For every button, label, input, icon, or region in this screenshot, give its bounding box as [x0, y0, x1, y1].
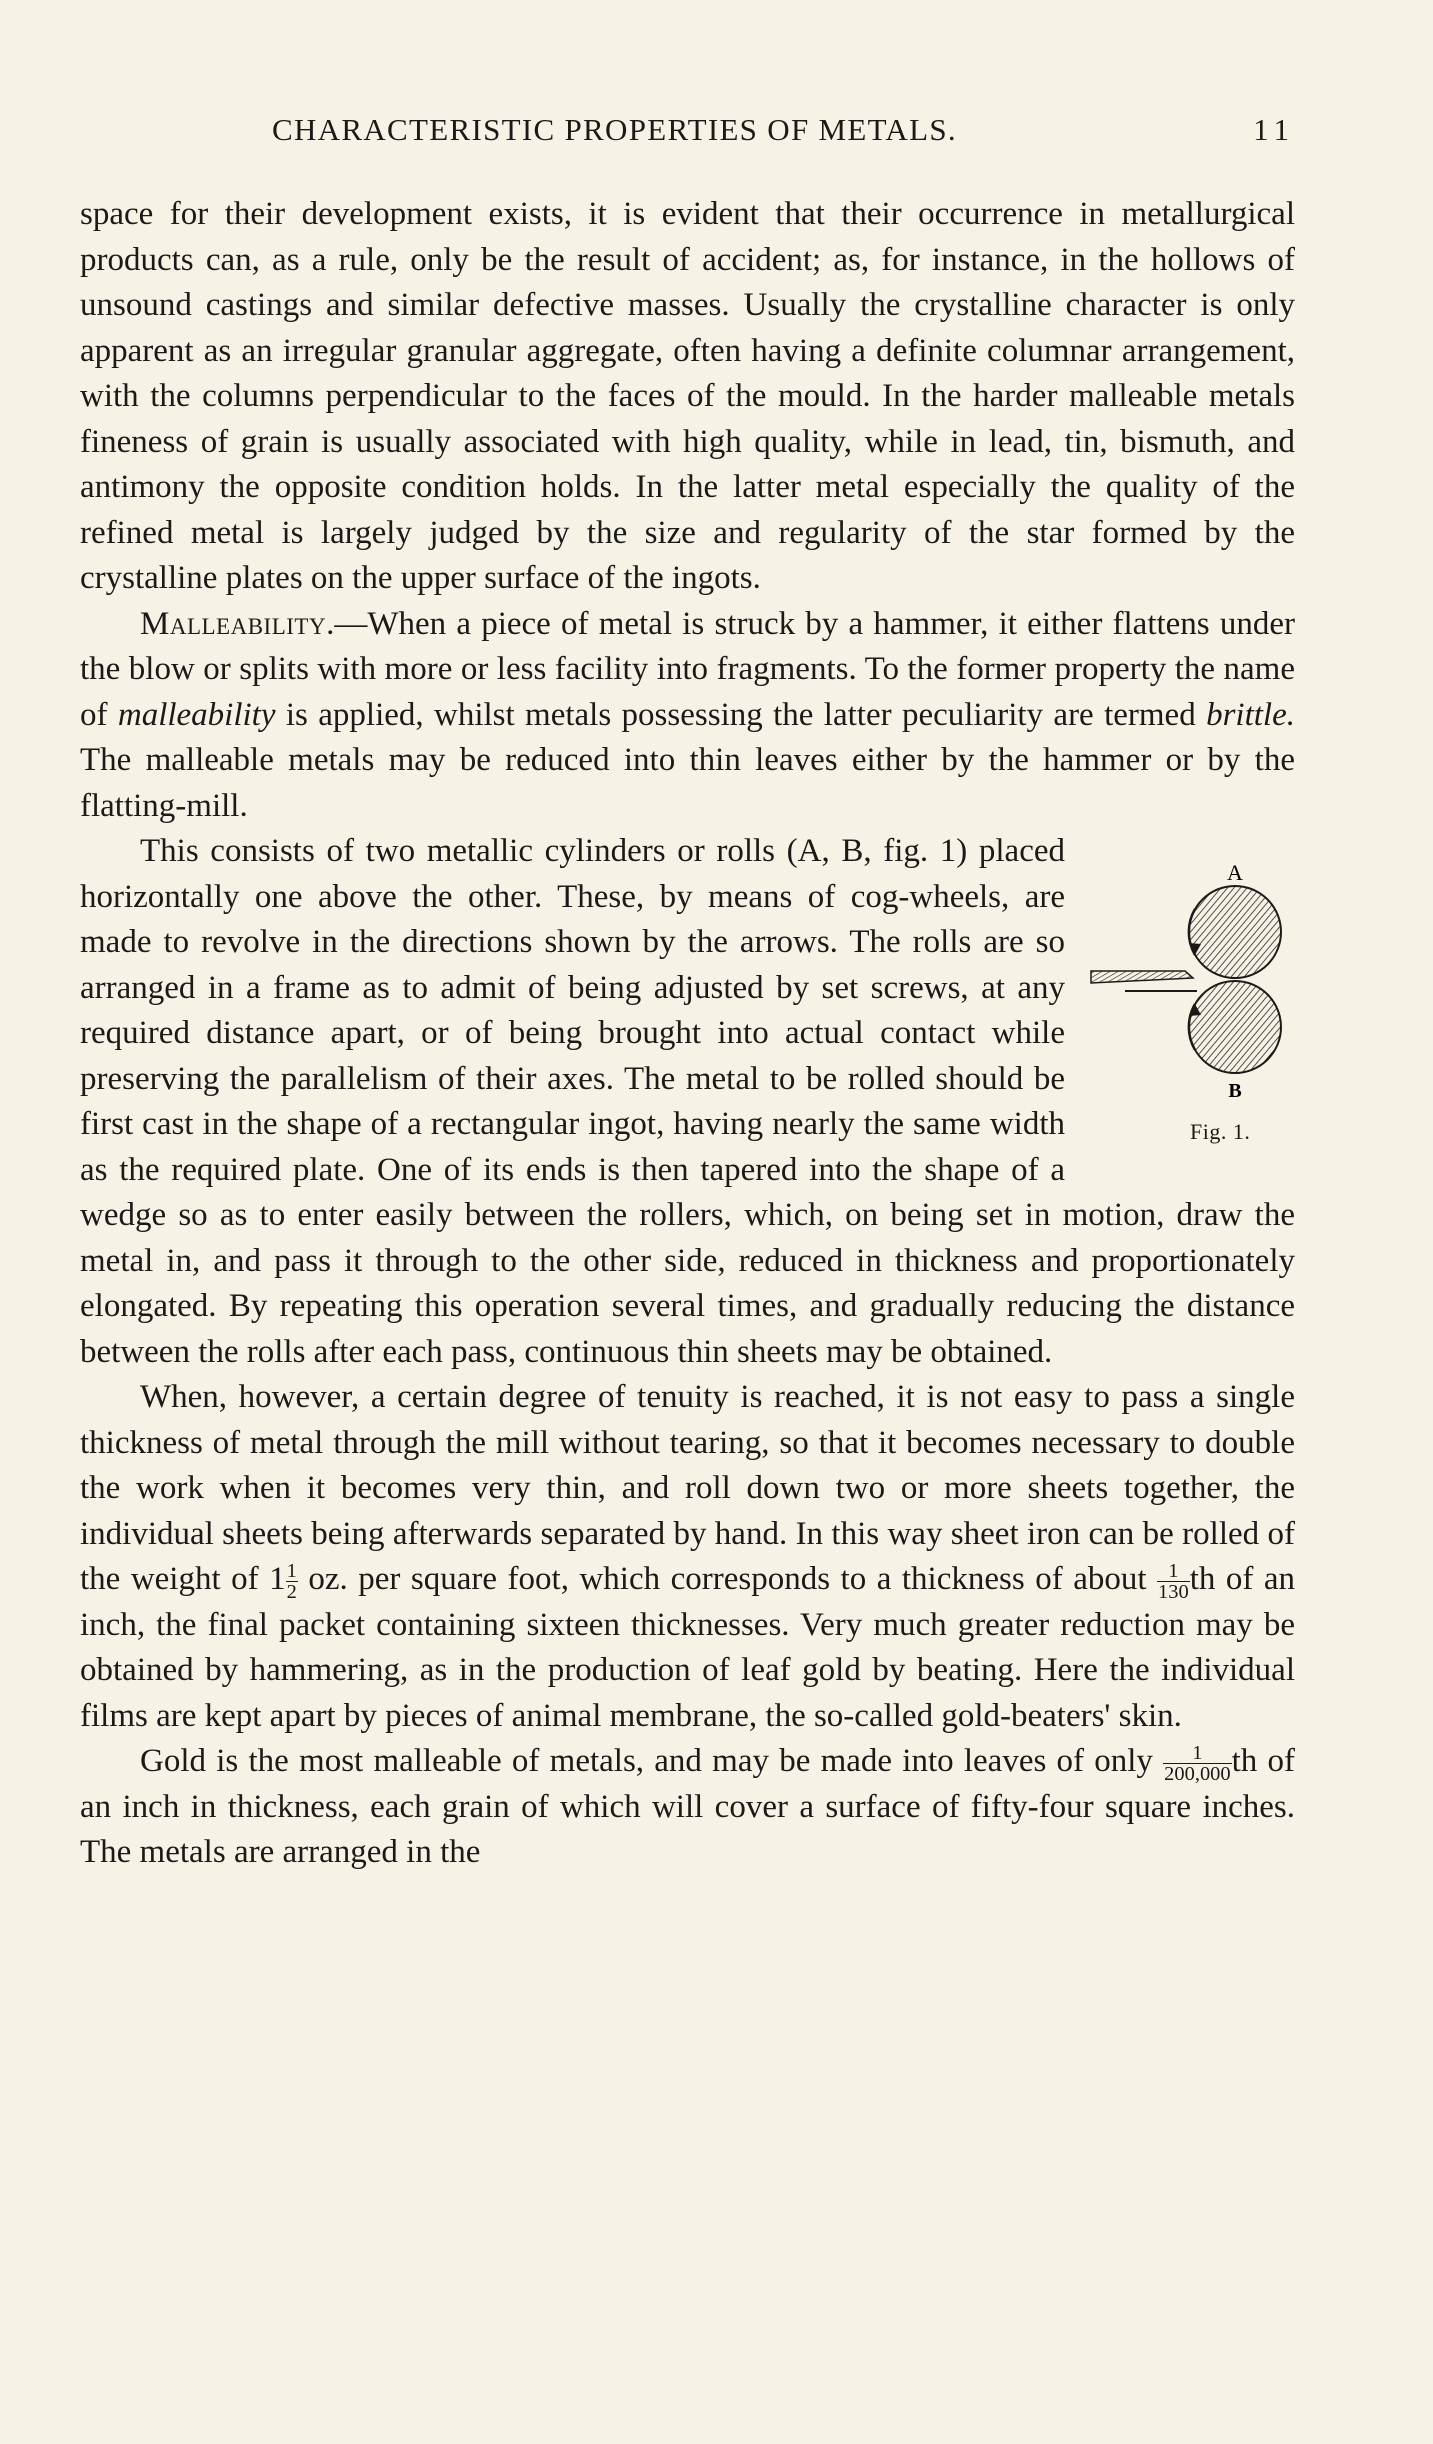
- roll-b: [1189, 981, 1281, 1073]
- roll-a: [1189, 886, 1281, 978]
- text-run: .—When a piece of metal is struck by a hammer, it either flattens under the blow or splits with more or less facility into fragments. To the former property the name of: [80, 605, 1295, 733]
- text-run: The malleable metals may be reduced into thin leaves either by the hammer or by the flatting-mill.: [80, 742, 1295, 824]
- paragraph-gold: [80, 1739, 1295, 1876]
- text-run: th of an inch in thickness, each grain of which will cover a surface of fifty-four square inches. The metals are arranged in the: [80, 1743, 1295, 1871]
- label-roll-a: A: [1227, 860, 1243, 885]
- text-run: is applied, whilst metals possessing the latter peculiarity are termed: [275, 696, 1207, 733]
- paragraph-malleability: [80, 602, 1295, 830]
- text-run: When, however, a certain degree of tenuity is reached, it is not easy to pass a single thickness of metal through the mill without tearing, so that it becomes necessary to double the work when it becomes very thin, and roll down two or more sheets together, the individual sheets being afterwards separated by hand. In this way sheet iron can be rolled of the weight of 1: [80, 1379, 1295, 1597]
- fraction-numerator: 1: [1157, 1561, 1190, 1582]
- fraction-one-130th: [1157, 1561, 1190, 1603]
- fraction-numerator: 1: [1163, 1743, 1231, 1764]
- fraction-denominator: 200,000: [1164, 1763, 1231, 1786]
- section-heading-malleability: Malleability: [140, 605, 327, 642]
- paragraph-tenuity: [80, 1375, 1295, 1739]
- fraction-one-half: [286, 1561, 298, 1603]
- fraction-numerator: 1: [286, 1559, 297, 1582]
- text-run: Gold is the most malleable of metals, and may be made into leaves of only: [140, 1743, 1164, 1780]
- paragraph-crystalline: space for their development exists, it is evident that their occurrence in metallurgical products can, as a rule, only be the result of accident; as, for instance, in the hollows of unsound castings and similar defective masses. Usually the crystalline character is only apparent as an irregular granular aggregate, often having a definite columnar arrangement, with the columns perpendicular to the faces of the mould. In the harder malleable metals fineness of grain is usually associated with high quality, while in lead, tin, bismuth, and antimony the opposite condition holds. In the latter metal especially the quality of the refined metal is largely judged by the size and regularity of the star formed by the crystalline plates on the upper surface of the ingots.: [80, 196, 1295, 596]
- label-roll-b: B: [1228, 1080, 1242, 1102]
- figure-rolling-mill: [1085, 847, 1295, 1162]
- figure-caption: Fig. 1.: [1190, 1119, 1251, 1144]
- fraction-one-200000th: [1163, 1743, 1231, 1785]
- running-title: CHARACTERISTIC PROPERTIES OF METALS.: [272, 112, 957, 147]
- paragraph-flatting-mill: [80, 829, 1295, 1375]
- fraction-denominator: 2: [286, 1581, 297, 1604]
- term-malleability: malleability: [117, 696, 276, 733]
- metal-plate: [1091, 971, 1193, 983]
- fraction-denominator: 130: [1158, 1581, 1189, 1604]
- page-number: 11: [1253, 112, 1295, 147]
- text-run: th of an inch, the final packet containing sixteen thicknesses. Very much greater reduction may be obtained by hammering, as in the production of leaf gold by beating. Here the individual films are kept apart by pieces of animal membrane, the so-called gold-beaters' skin.: [80, 1561, 1296, 1734]
- term-brittle: brittle.: [1206, 696, 1295, 733]
- text-run: This consists of two metallic cylinders or rolls (A, B, fig. 1) placed horizontally one above the other. These, by means of cog-wheels, are made to revolve in the directions shown by the arrows. The rolls are so arranged in a frame as to admit of being adjusted by set screws, at any required distance apart, or of being brought into actual contact while preserving the parallelism of their axes. The metal to be rolled should be first cast in the shape of a rectangular ingot, having nearly the same width as the required plate. One of its ends is then tapered into the shape of a wedge so as to enter easily between the rollers, which, on being set in motion, draw the metal in, and pass it through to the other side, reduced in thickness and proportionately elongated. By repeating this operation several times, and gradually reducing the distance between the rolls after each pass, continuous thin sheets may be obtained.: [80, 833, 1295, 1370]
- text-run: oz. per square foot, which corresponds to a thickness of about: [297, 1561, 1158, 1597]
- running-header: [80, 112, 1295, 162]
- body-text: [80, 192, 1295, 1876]
